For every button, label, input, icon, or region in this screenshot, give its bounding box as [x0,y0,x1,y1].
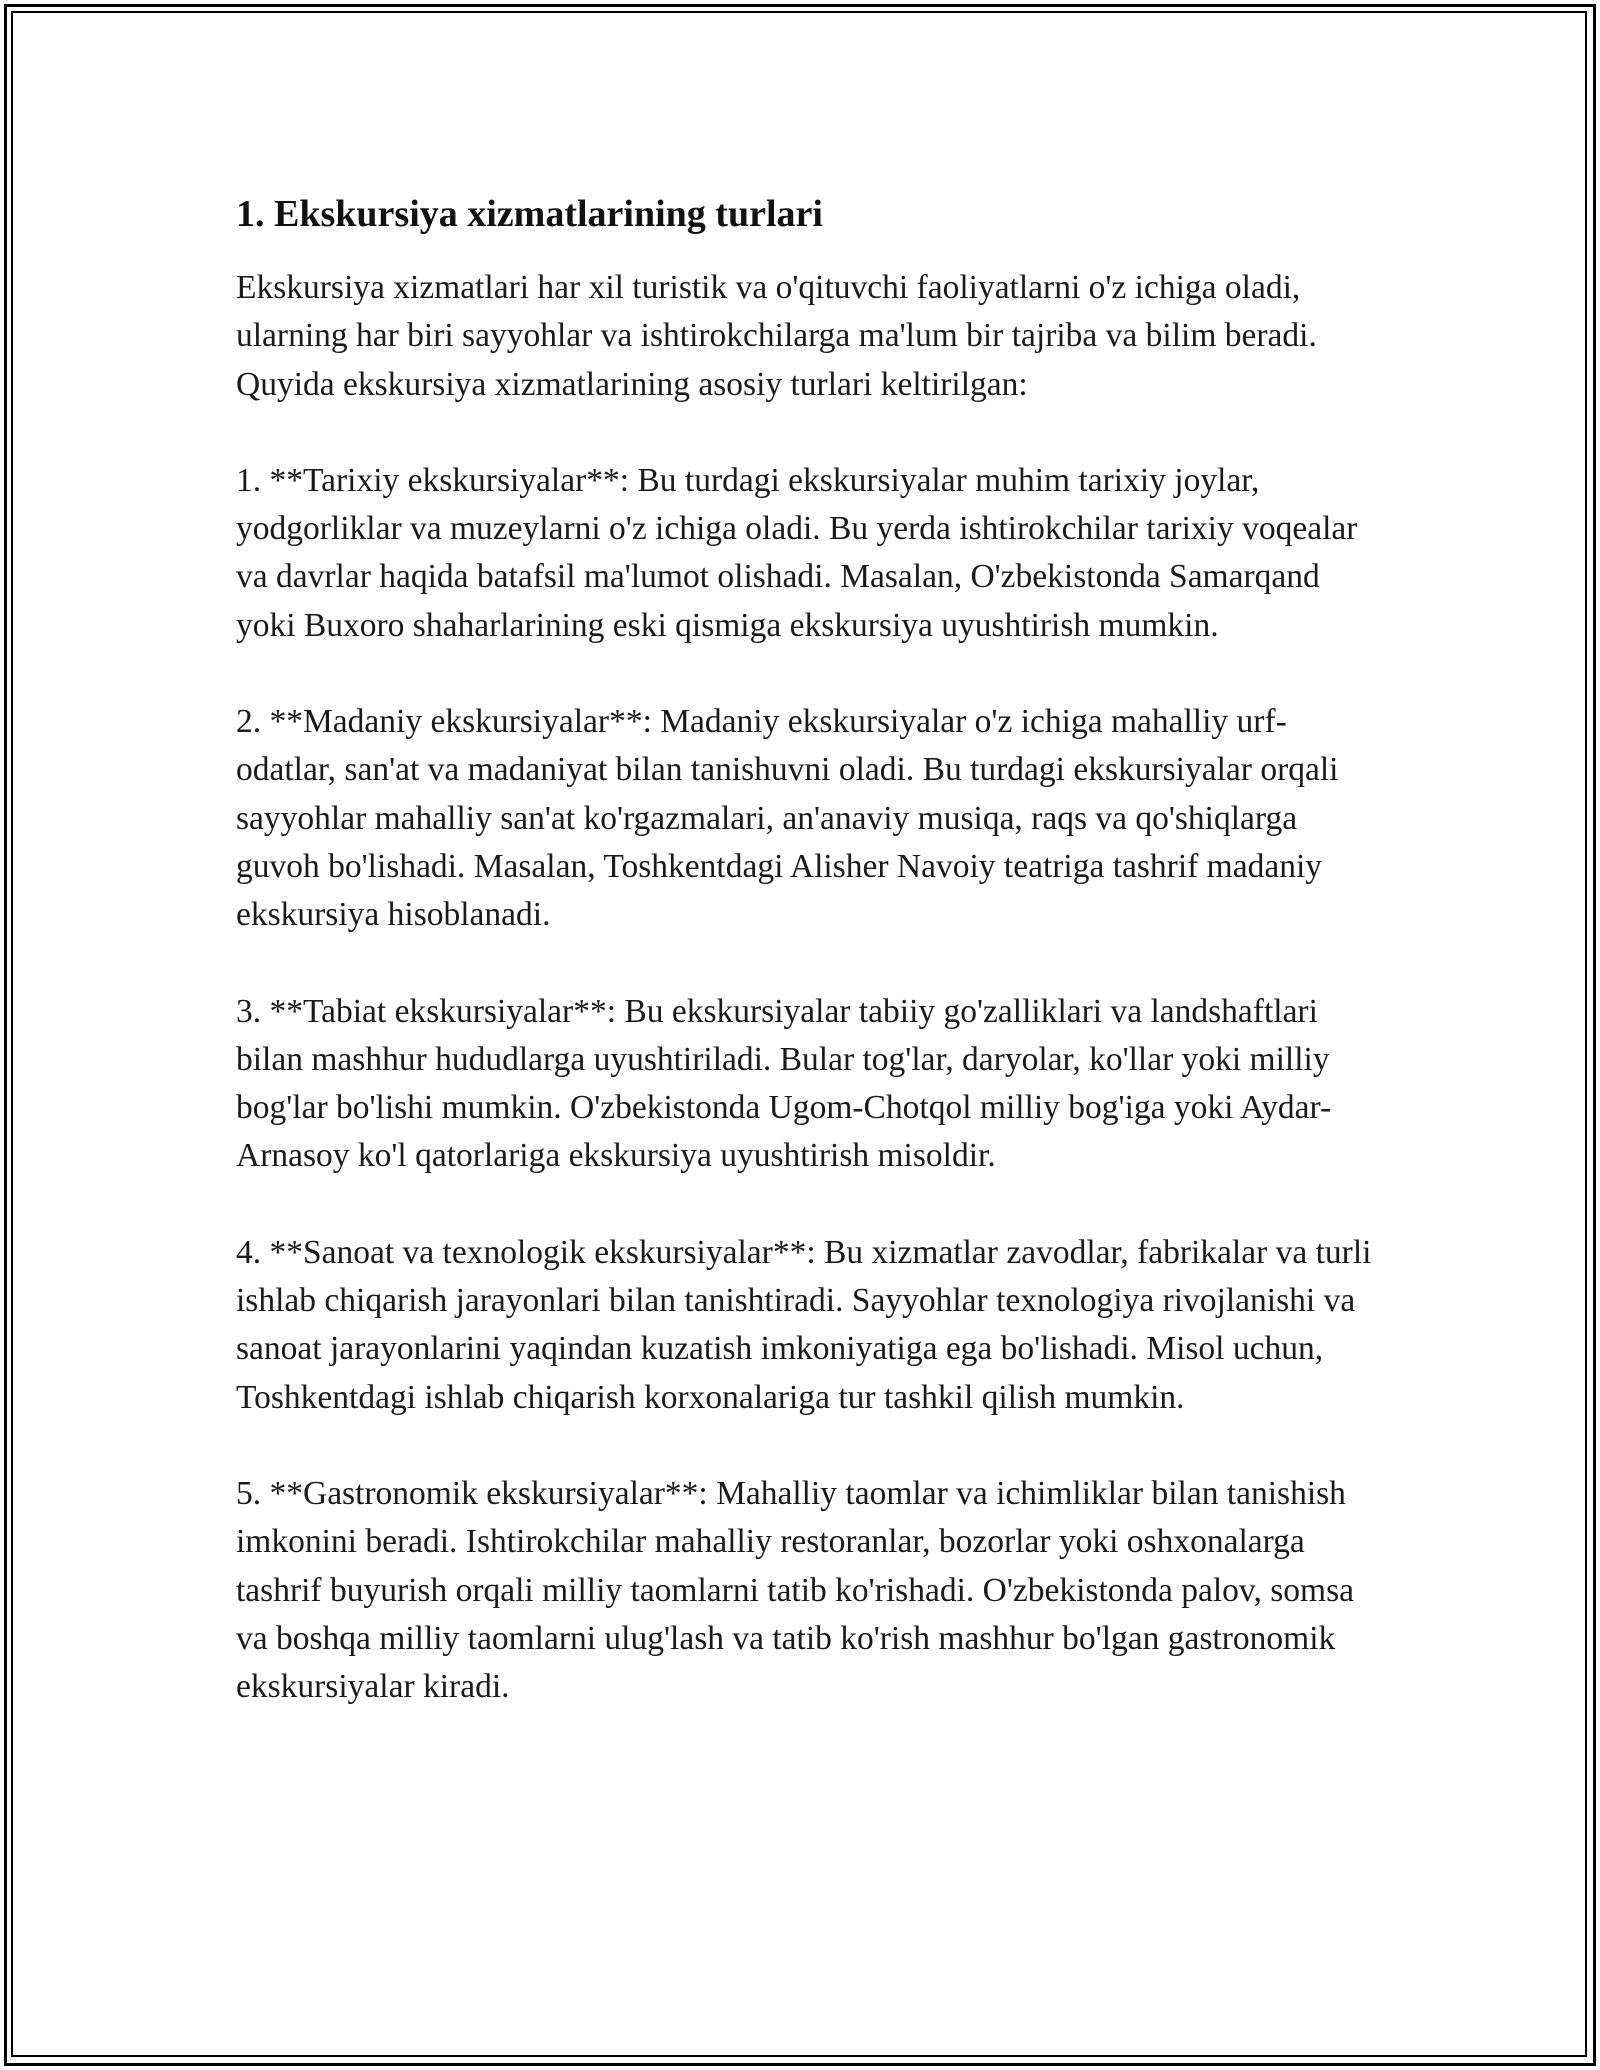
paragraph-industrial-excursions: 4. **Sanoat va texnologik ekskursiyalar**: Bu xizmatlar zavodlar, fabrikalar va turli ishlab chiqarish jarayonlari bilan tanishtiradi. Sayyohlar texnologiya rivojlanishi va sanoat jarayonlarini yaqindan kuzatish imkoniyatiga ega bo'lishadi. Misol uchun, Toshkentdagi ishlab chiqarish korxonalariga tur tashkil qilish mumkin. [236,1233,1372,1416]
section-heading: 1. Ekskursiya xizmatlarining turlari [236,193,823,235]
paragraph-gastronomic-excursions: 5. **Gastronomik ekskursiyalar**: Mahalliy taomlar va ichimliklar bilan tanishish imkonini beradi. Ishtirokchilar mahalliy restoranlar, bozorlar yoki oshxonalarga tashrif buyurish orqali milliy taomlarni tatib ko'rishadi. O'zbekistonda palov, somsa va boshqa milliy taomlarni ulug'lash va tatib ko'rish mashhur bo'lgan gastronomik ekskursiyalar kiradi. [236,1474,1354,1706]
paragraph-historical-excursions: 1. **Tarixiy ekskursiyalar**: Bu turdagi ekskursiyalar muhim tarixiy joylar, yodgorliklar va muzeylarni o'z ichiga oladi. Bu yerda ishtirokchilar tarixiy voqealar va davrlar haqida batafsil ma'lumot olishadi. Masalan, O'zbekistonda Samarqand yoki Buxoro shaharlarining eski qismiga ekskursiya uyushtirish mumkin. [236,461,1358,644]
intro-paragraph: Ekskursiya xizmatlari har xil turistik va o'qituvchi faoliyatlarni o'z ichiga oladi, ularning har biri sayyohlar va ishtirokchilarga ma'lum bir tajriba va bilim beradi. Quyida ekskursiya xizmatlarining asosiy turlari keltirilgan: [236,269,1317,403]
paragraph-cultural-excursions: 2. **Madaniy ekskursiyalar**: Madaniy ekskursiyalar o'z ichiga mahalliy urf-odatlar, san'at va madaniyat bilan tanishuvni oladi. Bu turdagi ekskursiyalar orqali sayyohlar mahalliy san'at ko'rgazmalari, an'anaviy musiqa, raqs va qo'shiqlarga guvoh bo'lishadi. Masalan, Toshkentdagi Alisher Navoiy teatriga tashrif madaniy ekskursiya hisoblanadi. [236,703,1339,934]
paragraph-nature-excursions: 3. **Tabiat ekskursiyalar**: Bu ekskursiyalar tabiiy go'zalliklari va landshaftlari bilan mashhur hududlarga uyushtiriladi. Bular tog'lar, daryolar, ko'llar yoki milliy bog'lar bo'lishi mumkin. O'zbekistonda Ugom-Chotqol milliy bog'iga yoki Aydar-Arnasoy ko'l qatorlariga ekskursiya uyushtirish misoldir. [236,992,1332,1175]
document-body [236,186,1386,1759]
